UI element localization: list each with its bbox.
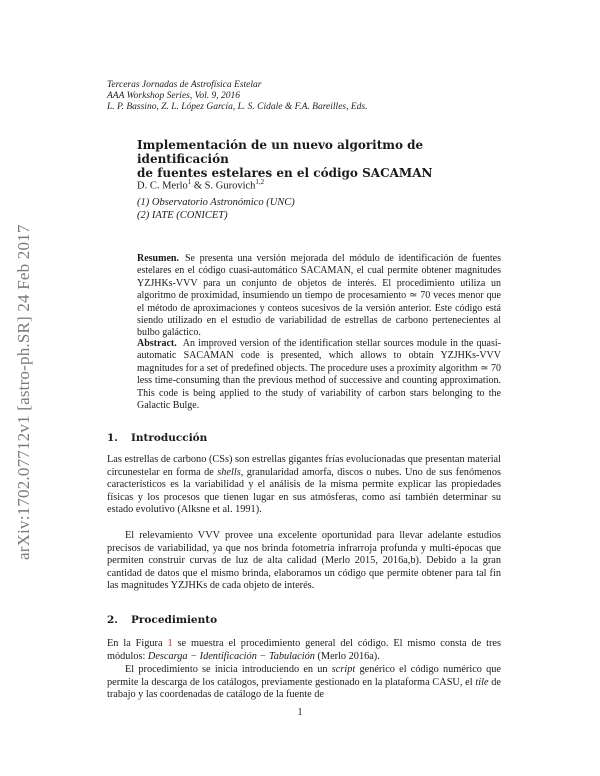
text-run: El procedimiento se inicia introduciendo en un (125, 664, 332, 675)
section-1-heading (107, 432, 207, 444)
abstract-text: An improved version of the identification stellar sources module in the quasi-automatic SACAMAN code is presented, which allows to obtain YZJHKs-VVV magnitudes for a set of predefined objects. The procedure uses a proximity algorithm ≃ 70 less time-consuming than the previous method of successive and counting approximation. This code is being applied to the study of variability of carbon stars belonging to the Galactic Bulge. (137, 338, 501, 412)
text-run: , granularidad amorfa, discos o nubes. Uno de sus fenómenos característicos es la variabilidad y el análisis de la misma permite explicar las propiedades físicas y los procesos que tienen lugar en sus atmósferas, como así también determinar su estado evolutivo (Alksne et al. 1991). (107, 466, 501, 516)
abstract-block (137, 338, 501, 412)
author-2: S. Gurovich (204, 180, 256, 192)
arxiv-identifier: arXiv:1702.07712v1 [astro-ph.SR] 24 Feb 2017 (14, 224, 33, 560)
author-1-affil-mark: 1 (187, 178, 192, 186)
header-line-1: Terceras Jornadas de Astrofísica Estelar (107, 80, 262, 90)
text-run: genérico el código numérico que permite la descarga de los catálogos, previamente gestionado en la plataforma CASU, el (107, 664, 501, 688)
author-names (137, 176, 497, 193)
author-block (137, 176, 497, 222)
page-number: 1 (297, 707, 303, 718)
text-run: El relevamiento VVV provee una excelente oportunidad para llevar adelante estudios precisos de variabilidad, ya que nos brinda fotometría infrarroja profunda y multi-épocas que permiten construir curvas de luz de alta calidad (Merlo 2015, 2016a,b). Debido a la gran cantidad de datos que el mismo brinda, elaboramos un código que permite obtener para tal fin las magnitudes YZJHKs de cada objeto de interés. (107, 530, 501, 592)
section-1-title: Introducción (131, 432, 208, 444)
text-emphasis: shells (217, 466, 241, 478)
author-separator: & (191, 180, 205, 192)
author-1: D. C. Merlo (137, 180, 188, 192)
text-emphasis: script (331, 664, 356, 675)
section-2-paragraph-1 (107, 638, 501, 663)
paper-title (137, 138, 497, 180)
title-line-2: de fuentes estelares en el código SACAMAN (137, 166, 433, 180)
resumen-block (137, 253, 501, 340)
section-2-number: 2. (107, 614, 118, 626)
header-line-3: L. P. Bassino, Z. L. López García, L. S. Cidale & F.A. Bareilles, Eds. (107, 102, 368, 112)
header-line-2: AAA Workshop Series, Vol. 9, 2016 (107, 91, 240, 101)
text-run: se muestra el procedimiento general del código. El mismo consta de tres módulos: (107, 638, 501, 662)
affiliation-2: (2) IATE (CONICET) (137, 209, 228, 221)
text-run: Las estrellas de carbono (CSs) son estrellas gigantes frías evolucionadas que presentan material circunestelar en forma de (107, 454, 501, 478)
resumen-text: Se presenta una versión mejorada del módulo de identificación de fuentes estelares en el código cuasi-automático SACAMAN, el cual permite obtener magnitudes YZJHKs-VVV para un conjunto de objetos de interés. El procedimiento utiliza un algoritmo de proximidad, insumiendo un tiempo de procesamiento ≃ 70 veces menor que el método de aproximaciones y conteos sucesivos de la versión anterior. Este código está siendo utilizado en el estudio de variabilidad de estrellas de carbono pertenecientes al bulbo galáctico. (137, 253, 501, 339)
section-1-paragraph-2 (107, 530, 501, 593)
text-run: (Merlo 2016a). (314, 650, 380, 662)
section-2-heading (107, 614, 217, 626)
affiliation-1: (1) Observatorio Astronómico (UNC) (137, 196, 295, 208)
figure-1-link[interactable]: 1 (167, 638, 173, 649)
section-1-number: 1. (107, 432, 118, 444)
author-2-affil-mark: 1,2 (255, 178, 265, 186)
text-emphasis: tile (475, 676, 489, 688)
proceedings-header (107, 80, 507, 113)
section-2-title: Procedimiento (131, 614, 218, 626)
abstract-heading: Abstract. (137, 338, 177, 349)
section-1-paragraph-1 (107, 454, 501, 517)
text-run: En la Figura (107, 638, 168, 649)
resumen-heading: Resumen. (137, 253, 179, 264)
title-line-1: Implementación de un nuevo algoritmo de identificación (137, 138, 424, 166)
section-2-paragraph-2 (107, 664, 501, 702)
text-run: de trabajo y las coordenadas de catálogo de la fuente de (107, 676, 501, 701)
text-emphasis: Descarga − Identificación − Tabulación (147, 650, 315, 662)
